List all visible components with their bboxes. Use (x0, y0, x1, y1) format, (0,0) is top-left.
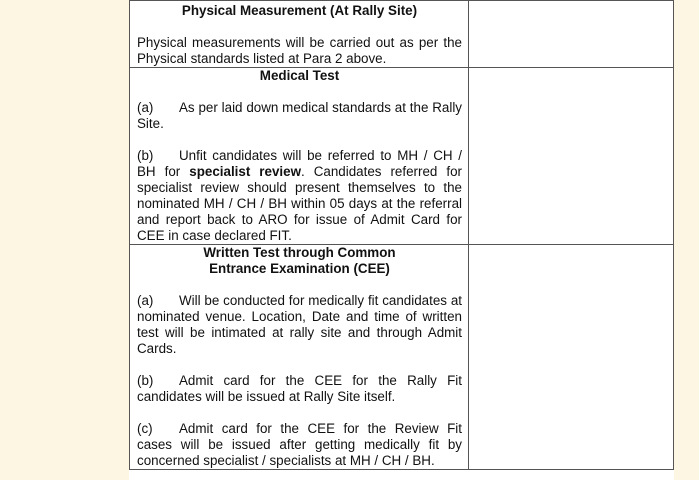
medical-a-label: (a) (137, 100, 154, 115)
medical-para-b (137, 148, 462, 244)
table-row-medical (130, 68, 674, 245)
medical-cell (130, 68, 469, 245)
written-cell (130, 245, 469, 470)
physical-remarks-cell (469, 1, 674, 68)
instructions-table (129, 0, 674, 470)
written-a-text: Will be conducted for medically fit candidates at nominated venue. Location, Date and time of written test will be intimated at rally site and through Admit Cards. (137, 293, 462, 356)
medical-b-text-2: . Candidates referred for specialist review should present themselves to the nominated MH / CH / BH within 05 days at the referral and report back to ARO for issue of Admit Card for CEE in case declared FIT. (137, 164, 462, 243)
table-row-written (130, 245, 674, 470)
written-b-text: Admit card for the CEE for the Rally Fit candidates will be issued at Rally Site itself. (137, 373, 462, 404)
written-heading: Written Test through Common Entrance Examination (CEE) (203, 245, 396, 276)
physical-heading: Physical Measurement (At Rally Site) (181, 3, 418, 18)
medical-a-text: As per laid down medical standards at the Rally Site. (137, 100, 462, 131)
medical-para-a (137, 100, 462, 132)
written-a-label: (a) (137, 293, 154, 308)
physical-text: Physical measurements will be carried out as per the Physical standards listed at Para 2 above. (137, 35, 462, 66)
written-para-b (137, 373, 462, 405)
written-remarks-cell (469, 245, 674, 470)
written-c-label: (c) (137, 421, 153, 436)
medical-b-text-1: Unfit candidates will be referred to MH / CH / BH for (137, 148, 462, 179)
physical-cell (130, 1, 469, 68)
medical-heading: Medical Test (259, 68, 340, 83)
written-para-a (137, 293, 462, 357)
written-para-c (137, 421, 462, 469)
written-c-text: Admit card for the CEE for the Review Fit cases will be issued after getting medically fit by concerned specialist / specialists at MH / CH / BH. (137, 421, 462, 468)
table-row-physical (130, 1, 674, 68)
written-b-label: (b) (137, 373, 154, 388)
medical-remarks-cell (469, 68, 674, 245)
medical-b-bold: specialist review (189, 164, 301, 179)
medical-b-label: (b) (137, 148, 154, 163)
